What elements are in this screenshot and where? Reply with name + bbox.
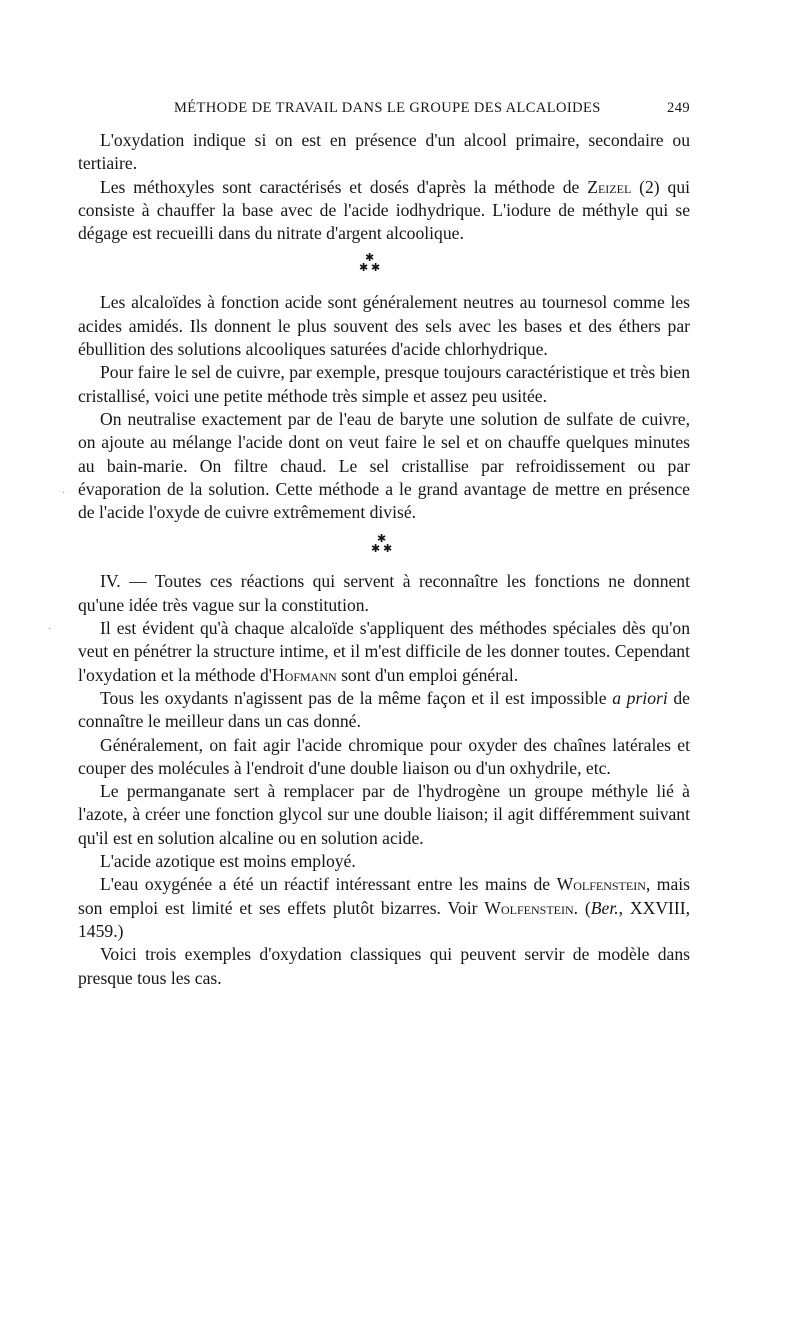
paragraph-methodes-speciales (78, 617, 690, 687)
author-name-zeizel: Zeizel (587, 176, 632, 197)
body-text (78, 129, 690, 990)
paragraph-text: L'oxydation indique si on est en présence d'un alcool primaire, secondaire ou tertiaire. (78, 130, 690, 174)
section-separator (78, 245, 690, 291)
author-name-wolfenstein: Wolfenstein (484, 897, 574, 918)
paragraph-text: . ( (573, 897, 591, 918)
running-title: MÉTHODE DE TRAVAIL DANS LE GROUPE DES ALCALOIDES (174, 100, 601, 116)
paragraph-text: Le permanganate sert à remplacer par de l'hydrogène un groupe méthyle lié à l'azote, à créer une fonction glycol sur une double liaison; il agit différemment suivant qu'il est en solution alcaline ou en solution acide. (78, 781, 690, 848)
paragraph-alcaloides-acide (78, 291, 690, 361)
paragraph-text: Il est évident qu'à chaque alcaloïde s'appliquent des méthodes spéciales dès qu'on veut en pénétrer la structure intime, et il m'est difficile de les donner toutes. Cependant l'oxydation et la méthode d' (78, 618, 690, 685)
journal-abbreviation: Ber. (590, 897, 619, 918)
paragraph-text: Les alcaloïdes à fonction acide sont généralement neutres au tournesol comme les acides amidés. Ils donnent le plus souvent des sels avec les bases et des éthers par ébullition des solutions alcooliques saturées d'acide chlorhydrique. (78, 292, 690, 360)
paragraph-oxydation (78, 129, 690, 176)
paragraph-eau-oxygenee (78, 873, 690, 943)
paragraph-exemples (78, 943, 690, 990)
asterisk-icon: ✱ (383, 543, 393, 556)
paragraph-text: L'eau oxygénée a été un réactif intéressant entre les mains de (100, 874, 557, 895)
paragraph-text: Généralement, on fait agir l'acide chromique pour oxyder des chaînes latérales et couper des molécules à l'endroit d'une double liaison ou d'un oxhydrile, etc. (78, 734, 690, 778)
asterisk-icon: ✱ (365, 252, 375, 265)
asterisk-icon: ✱ (359, 262, 369, 275)
paragraph-text: de connaître le meilleur dans un cas donné. (78, 687, 690, 732)
page-speck: · (62, 488, 66, 499)
page-speck: · (48, 624, 52, 635)
paragraph-text: sont d'un emploi général. (336, 664, 519, 685)
paragraph-neutralise (78, 408, 690, 524)
paragraph-acide-chromique (78, 734, 690, 781)
paragraph-text: IV. — Toutes ces réactions qui servent à reconnaître les fonctions ne donnent qu'une idée très vague sur la constitution. (78, 571, 690, 615)
paragraph-text: Pour faire le sel de cuivre, par exemple, presque toujours caractéristique et très bien cristallisé, voici une petite méthode très simple et assez peu usitée. (78, 362, 690, 406)
italic-phrase: a priori (612, 687, 668, 708)
section-separator (78, 524, 690, 570)
paragraph-text: (2) qui consiste à chauffer la base avec de l'acide iodhydrique. L'iodure de méthyle qui se dégage est recueilli dans du nitrate d'argent alcoolique. (78, 176, 691, 244)
paragraph-permanganate (78, 780, 690, 850)
paragraph-oxydants (78, 687, 690, 734)
paragraph-text: Les méthoxyles sont caractérisés et dosés d'après la méthode de (100, 176, 588, 197)
paragraph-section-iv (78, 570, 690, 617)
paragraph-sel-cuivre (78, 361, 690, 408)
running-header (78, 100, 690, 122)
asterisk-icon: ✱ (371, 543, 381, 556)
paragraph-methoxyles (78, 176, 690, 246)
citation-reference: , XXVIII, 1459.) (78, 897, 691, 941)
paragraph-text: On neutralise exactement par de l'eau de baryte une solution de sulfate de cuivre, on ajoute au mélange l'acide dont on veut faire le sel et on chauffe quelques minutes au bain-marie. On filtre chaud. Le sel cristallise par refroidissement ou par évaporation de la solution. Cette méthode a le grand avantage de mettre en présence de l'acide l'oxyde de cuivre extrêmement divisé. (78, 408, 690, 523)
paragraph-acide-azotique (78, 850, 690, 873)
paragraph-text: L'acide azotique est moins employé. (100, 851, 356, 872)
page-number: 249 (667, 100, 690, 116)
author-name-hofmann: Hofmann (271, 664, 337, 685)
paragraph-text: , mais son emploi est limité et ses effets plutôt bizarres. Voir (78, 874, 690, 918)
asterisk-icon: ✱ (371, 262, 381, 275)
paragraph-text: Voici trois exemples d'oxydation classiques qui peuvent servir de modèle dans presque tous les cas. (78, 944, 690, 988)
paragraph-text: Tous les oxydants n'agissent pas de la même façon et il est impossible (100, 687, 613, 708)
author-name-wolfenstein: Wolfenstein (556, 874, 646, 895)
asterisk-icon: ✱ (377, 533, 387, 546)
